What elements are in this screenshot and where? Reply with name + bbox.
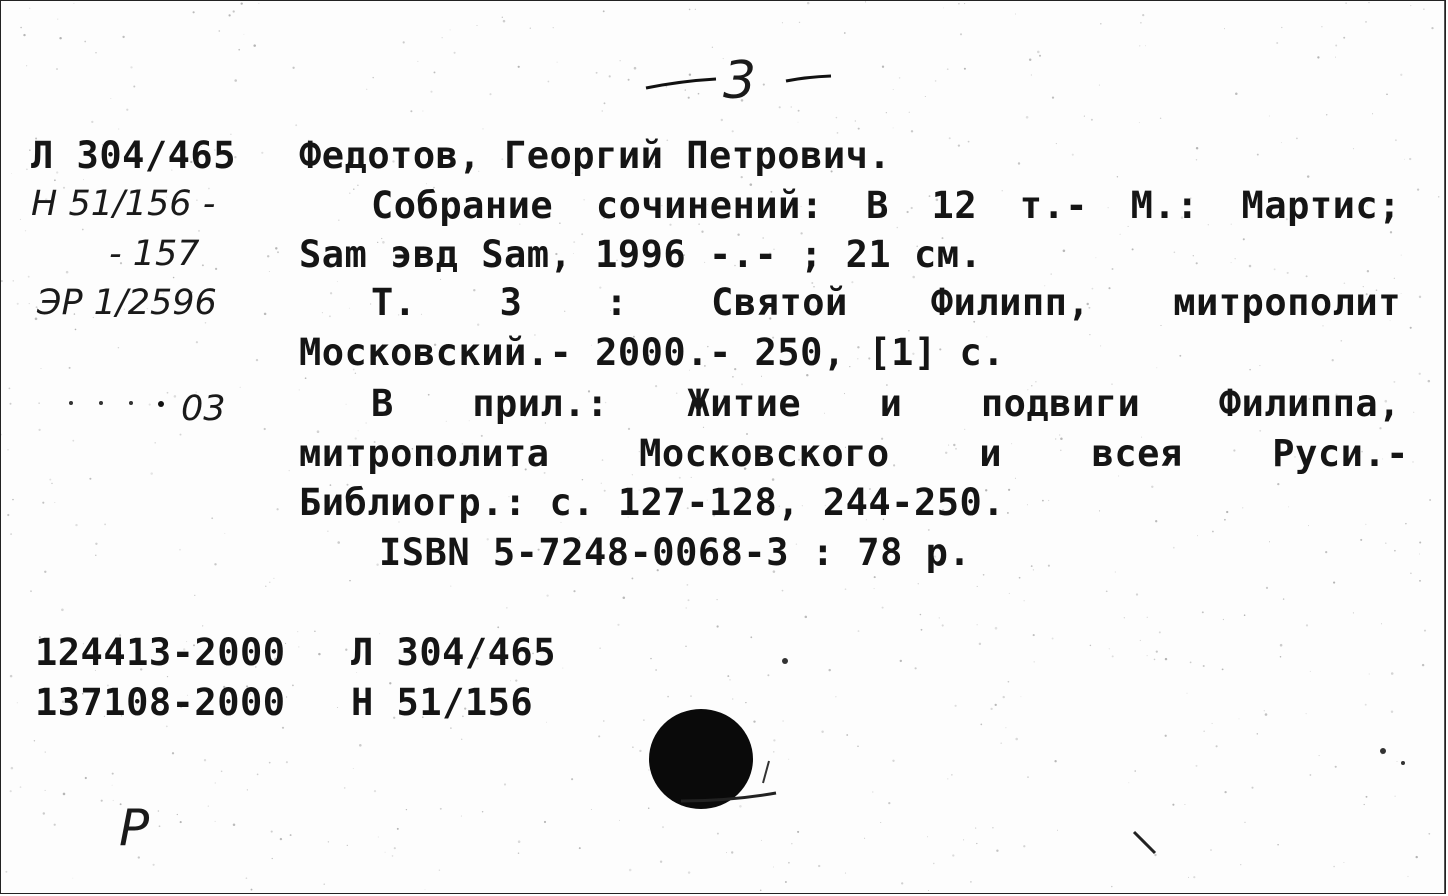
appendix-line-1: [371, 379, 1401, 428]
word: Филипп,: [930, 281, 1091, 324]
word: прил.:: [472, 382, 609, 425]
word: подвиги: [980, 382, 1141, 425]
word: и: [879, 382, 903, 425]
stray-stroke: [1131, 829, 1161, 859]
word: Московского: [639, 432, 890, 475]
volume-line-1: [371, 278, 1401, 327]
stray-dots: [771, 651, 1431, 781]
word: т.-: [1019, 184, 1089, 227]
inventory-number-2: 137108-2000: [35, 681, 286, 724]
inventory-shelf-2: Н 51/156: [351, 681, 534, 724]
word: В: [371, 382, 394, 425]
call-number-handwritten-1: Н 51/156 -: [31, 184, 216, 224]
volume-line-2: Московский.- 2000.- 250, [1] с.: [299, 331, 1006, 374]
call-number-handwritten-4: 03: [181, 389, 226, 429]
word: всея: [1091, 432, 1183, 475]
handwritten-mark: Р: [119, 799, 150, 857]
word: Святой: [711, 281, 848, 324]
inventory-shelf-1: Л 304/465: [351, 631, 556, 674]
word: Житие: [687, 382, 802, 425]
word: Мартис;: [1241, 184, 1401, 227]
word: :: [605, 281, 629, 324]
isbn-price: ISBN 5-7248-0068-3 : 78 р.: [379, 531, 972, 574]
word: Филиппа,: [1218, 382, 1401, 425]
call-number-handwritten-3: ЭР 1/2596: [37, 283, 217, 323]
dotted-leader: [61, 399, 171, 409]
appendix-line-2: [299, 429, 1409, 478]
call-number-typed: Л 304/465: [31, 134, 236, 177]
word: митрополит: [1173, 281, 1401, 324]
word: 3: [499, 281, 523, 324]
word: В: [866, 184, 889, 227]
word: Собрание: [371, 184, 554, 227]
word: М.:: [1130, 184, 1199, 227]
word: Т.: [371, 281, 417, 324]
word: и: [979, 432, 1003, 475]
bibliography-note: Библиогр.: с. 127-128, 244-250.: [299, 481, 1006, 524]
inventory-number-1: 124413-2000: [35, 631, 286, 674]
word: Руси.-: [1272, 432, 1409, 475]
word: сочинений:: [595, 184, 824, 227]
author-heading: Федотов, Георгий Петрович.: [299, 134, 892, 177]
word: 12: [931, 184, 978, 227]
ink-blot: [641, 701, 791, 821]
call-number-handwritten-2: - 157: [109, 234, 200, 274]
collection-line-2: Sam эвд Sam, 1996 -.- ; 21 см.: [299, 233, 983, 276]
collection-line-1: [371, 181, 1401, 230]
page-number: 3: [723, 51, 757, 111]
word: митрополита: [299, 432, 550, 475]
